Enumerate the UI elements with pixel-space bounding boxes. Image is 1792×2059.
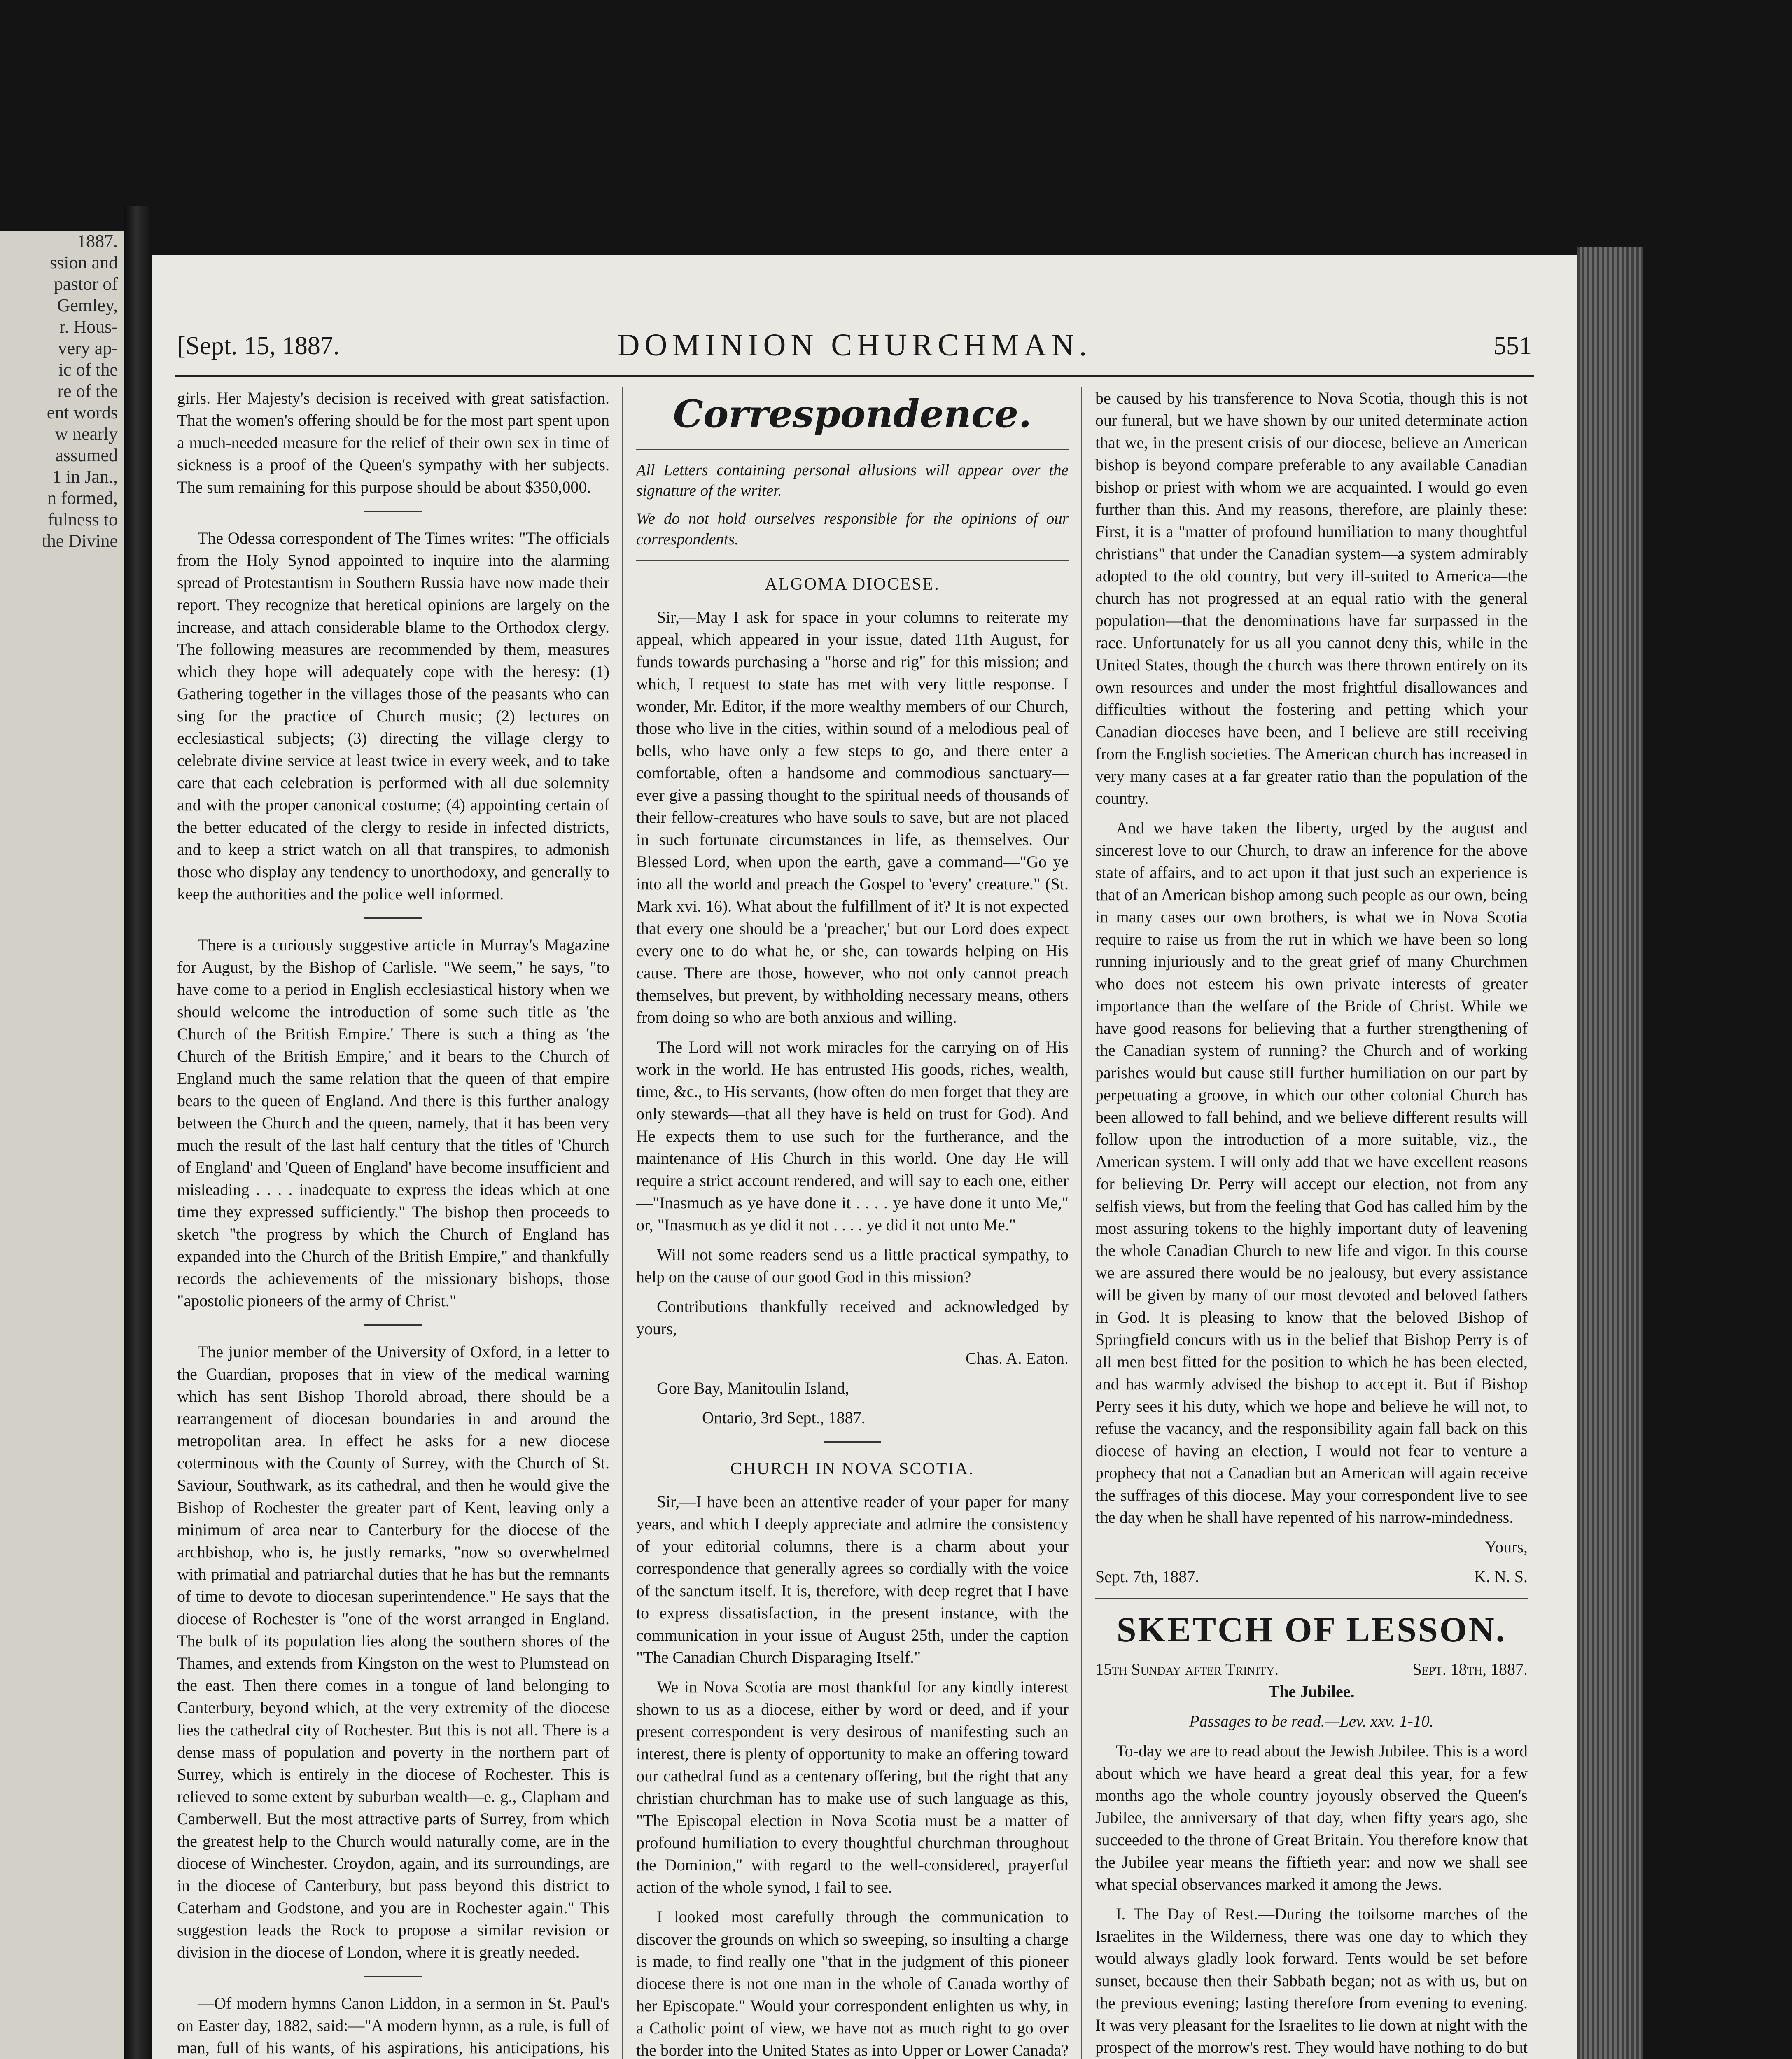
paragraph: Contributions thankfully received and acknowledged by yours, [636, 1297, 1069, 1338]
column-rule [1081, 387, 1082, 2059]
paragraph: be caused by his transference to Nova Scotia, though this is not our funeral, but we have shown by our united determinate action that we, in the present crisis of our diocese, believe an American bishop is beyond compare preferable to any available Canadian bishop or priest with whom we are acquainted. I would go even further than this. And my reasons, therefore, are plainly these: First, it is a "matter of profound humiliation to many thoughtful christians" that under the Canadian system—a system admirably adopted to the old country, but very ill-suited to America—the church has not progressed at an equal ratio with the general population—that the denominations have far surpassed in the race. Unfortunately for us all you cannot deny this, while in the United States, though the church was there thrown entirely on its own resources and under the most frightful disallowances and difficulties without the fostering and petting which your Canadian dioceses have been, and I believe are still receiving from the English societies. The American church has increased in very many cases at a far greater ratio than the population of the country. [1095, 389, 1528, 808]
column-1 [177, 387, 609, 2059]
letter-title: CHURCH IN NOVA SCOTIA. [730, 1459, 975, 1478]
paragraph: There is a curiously suggestive article in Murray's Magazine for August, by the Bishop of Carlisle. "We seem," he says, "to have come to a period in English ecclesiastical history when we should welcome the introduction of some such title as 'the Church of the British Empire.' There is such a thing as 'the Church of the British Empire,' and it bears to the Church of England much the same relation that the queen of that empire bears to the queen of England. And there is this further analogy between the Church and the queen, namely, that it has been very much the result of the last half century that the titles of 'Church of England' and 'Queen of England' have become insufficient and misleading . . . . inadequate to express the ideas which at one time they expressed sufficiently." The bishop then proceeds to sketch "the progress by which the Church of England has expanded into the Church of the British Empire," and thankfully records the achievements of the missionary bishops, those "apostolic pioneers of the army of Christ." [177, 936, 609, 1310]
paragraph: Sir,—I have been an attentive reader of your paper for many years, and which I deeply appreciate and admire the consistency of your editorial columns, there is a charm about your correspondence that generally agrees so cordially with the voice of the sanctum itself. It is, therefore, with deep regret that I have to express dissatisfaction, in the present instance, with the communication in your issue of August 25th, under the caption "The Canadian Church Disparaging Itself." [636, 1492, 1069, 1667]
prev-page-line: ssion and [50, 252, 118, 273]
prev-page-line: assumed [55, 445, 118, 465]
previous-page-edge [0, 231, 124, 2059]
paragraph: —Of modern hymns Canon Liddon, in a sermon in St. Paul's on Easter day, 1882, said:—"A modern hymn, as a rule, is full of man, full of his wants, of his aspirations, his anticipations, his [177, 1994, 609, 2057]
prev-page-line: very ap- [58, 338, 118, 358]
address: Gore Bay, Manitoulin Island, [657, 1379, 849, 1397]
prev-page-line: n formed, [47, 488, 118, 508]
dateline [1095, 1566, 1528, 1588]
paragraph: We in Nova Scotia are most thankful for any kindly interest shown to us as a diocese, either by word or deed, and if your present correspondent is very desirous of manifesting such an interest, there is plenty of opportunity to make an offering toward our cathedral fund as a centenary offering, but the right that any christian churchman has to make use of such language as this, "The Episcopal election in Nova Scotia must be a matter of profound humiliation to every thoughtful churchman throughout the Dominion," with regard to the well-considered, prayerful action of the whole synod, I fail to see. [636, 1678, 1069, 1896]
header-date: [Sept. 15, 1887. [177, 332, 340, 360]
prev-page-line: 1 in Jan., [52, 467, 118, 487]
separator [824, 1441, 881, 1443]
paragraph: The Lord will not work miracles for the carrying on of His work in the world. He has entrusted His goods, riches, wealth, time, &c., to His servants, (how often do men forget that they are only stewards—that all they have is held on trust for God). And He expects them to use such for the furtherance, and the maintenance of His Church in this world. One day He will require a strict account rendered, and will say to each one, either—"Inasmuch as ye have done it . . . . ye have done it unto Me," or, "Inasmuch as ye did it not . . . . ye did it not unto Me." [636, 1038, 1069, 1234]
prev-page-line: Gemley, [57, 295, 118, 315]
separator [364, 511, 422, 512]
correspondence-heading: Correspondence. [673, 392, 1032, 436]
rule [636, 560, 1069, 561]
signature: Yours, [1485, 1538, 1528, 1556]
rule [1095, 1598, 1528, 1599]
paragraph: The Odessa correspondent of The Times writes: "The officials from the Holy Synod appointed to inquire into the alarming spread of Protestantism in Southern Russia have now made their report. They recognize that heretical opinions are largely on the increase, and attach considerable blame to the Orthodox clergy. The following measures are recommended by them, measures which they hope will adequately cope with the heresy: (1) Gathering together in the villages those of the peasants who can sing for the practice of Church music; (2) lectures on ecclesiastical subjects; (3) directing the village clergy to celebrate divine service at least twice in every week, and to take care that each celebration is performed with all due solemnity and with the proper canonical costume; (4) appointing certain of the better educated of the clergy to reside in infected districts, and to keep a strict watch on all that transpires, to admonish those who display any tendency to unorthodoxy, and generally to keep the authorities and the police well informed. [177, 529, 609, 903]
letter-title: ALGOMA DIOCESE. [765, 575, 940, 594]
column-rule [622, 387, 623, 2059]
initials: K. N. S. [1474, 1567, 1528, 1586]
prev-page-line: ent words [47, 402, 118, 423]
lesson-title: SKETCH OF LESSON. [1116, 1610, 1507, 1649]
header-rule [175, 375, 1534, 377]
notice: We do not hold ourselves responsible for the opinions of our correspondents. [636, 510, 1069, 548]
paragraph: girls. Her Majesty's decision is received with great satisfaction. That the women's offering should be for the most part spent upon a much-needed measure for the relief of their own sex in time of sickness is a proof of the Queen's sympathy with her subjects. The sum remaining for this purpose should be about $350,000. [177, 389, 609, 496]
paragraph: To-day we are to read about the Jewish Jubilee. This is a word about which we have heard a great deal this year, for a few months ago the whole country joyously observed the Queen's Jubilee, the anniversary of that day, when fifty years ago, she succeeded to the throne of Great Britain. You therefore know that the Jubilee year means the fiftieth year: and now we shall see what special observances marked it among the Jews. [1095, 1742, 1528, 1893]
running-header [177, 323, 1532, 369]
notice: All Letters containing personal allusions will appear over the signature of the writer. [636, 461, 1069, 500]
lesson-date-line [1095, 1658, 1528, 1681]
paragraph: Will not some readers send us a little practical sympathy, to help on the cause of our good God in this mission? [636, 1245, 1069, 1286]
prev-page-line: the Divine [42, 531, 118, 551]
address: Ontario, 3rd Sept., 1887. [702, 1408, 866, 1427]
page-number: 551 [1493, 332, 1532, 360]
prev-page-line: ic of the [58, 360, 118, 380]
paragraph: The junior member of the University of Oxford, in a letter to the Guardian, proposes that in view of the medical warning which has sent Bishop Thorold abroad, there should be a rearrangement of diocesan boundaries in and around the metropolitan area. In effect he asks for a new diocese coterminous with the County of Surrey, with the Church of St. Saviour, Southwark, as its cathedral, and then he would give the Bishop of Rochester the greater part of Kent, leaving only a minimum of area near to Canterbury for the diocese of the archbishop, who is, he justly remarks, "now so overwhelmed with primatial and patriarchal duties that he has but the remnants of time to devote to diocesan superintendence." He says that the diocese of Rochester is "one of the worst arranged in England. The bulk of its population lies along the southern shores of the Thames, and extends from Kingston on the west to Plumstead on the east. Then there comes in a tongue of land belonging to Canterbury, beyond which, at the very extremity of the diocese lies the cathedral city of Rochester. But this is not all. There is a dense mass of population and poverty in the northern part of Surrey, which is entirely in the diocese of Rochester. This is relieved to some extent by suburban wealth—e. g., Clapham and Camberwell. But the most attractive parts of Surrey, from which the greatest help to the Church would naturally come, are in the diocese of Winchester. Croydon, again, and its surroundings, are in the diocese of Canterbury, but pass beyond this district to Caterham and Godstone, and you are in Rochester again." This suggestion leads the Rock to propose a similar revision or division in the diocese of London, where it is greatly needed. [177, 1342, 609, 1961]
lesson-subject: The Jubilee. [1268, 1682, 1355, 1701]
passages: Passages to be read.—Lev. xxv. 1-10. [1189, 1712, 1434, 1730]
prev-page-line: re of the [57, 381, 118, 401]
separator [364, 1976, 422, 1977]
book-gutter [124, 206, 152, 2059]
prev-page-line: 1887. [77, 231, 118, 251]
sunday-name: 15th Sunday after Trinity. [1095, 1660, 1279, 1678]
paragraph: And we have taken the liberty, urged by the august and sincerest love to our Church, to draw an inference for the above state of affairs, and to act upon it that just such an experience is that of an American bishop among such people as our own, being in many cases our own brothers, is what we in Nova Scotia require to raise us from the rut in which we have been so long running injuriously and to the great grief of many Churchmen who does not esteem his own private interests of greater importance than the welfare of the Bride of Christ. While we have good reasons for believing that a further strengthening of the Canadian system of running? the Church and of working parishes would but cause still further humiliation on our part by perpetuating a groove, in which our other colonial Church has been allowed to fall behind, and we believe different results will follow upon the introduction of a more suitable, viz., the American system. I will only add that we have excellent reasons for believing Dr. Perry will accept our election, not from any selfish views, but from the feeling that God has called him by the most assuring tokens to the highly important duty of leavening the whole Canadian Church to new life and vigor. In this course we are assured there would be no jealousy, but every assistance will be given by many of our most devoted and beloved fathers in God. It is pleasing to know that the beloved Bishop of Springfield concurs with us in the belief that Bishop Perry is of all men best fitted for the position to which he has been elected, and has warmly advised the bishop to accept it. But if Bishop Perry sees it his duty, which we hope and believe he will not, to refuse the vacancy, and the responsibility again fall back on this diocese of having an election, I would not fear to venture a prophecy that not a Canadian but an American will again receive the suffrages of this diocese. May your correspondent live to see the day when he shall have repented of his narrow-mindedness. [1095, 819, 1528, 1527]
separator [364, 1324, 422, 1326]
paragraph: Sir,—May I ask for space in your columns to reiterate my appeal, which appeared in your issue, dated 11th August, for funds towards purchasing a "horse and rig" for this mission; and which, I request to state has met with very little response. I wonder, Mr. Editor, if the more wealthy members of our Church, those who live in the cities, within sound of a melodious peal of bells, who have only a few steps to go, and there enter a comfortable, often a handsome and commodious sanctuary—ever give a passing thought to the spiritual needs of thousands of their fellow-creatures who have souls to save, but are not placed in such fortunate circumstances in life, as themselves. Our Blessed Lord, when upon the earth, gave a command—"Go ye into all the world and preach the Gospel to 'every' creature." (St. Mark xvi. 16). What about the fulfillment of it? It is not expected that every one should be a 'preacher,' but our Lord does expect every one to do what he, or she, can towards helping on His cause. There are those, however, who not only cannot preach themselves, but prevent, by withholding necessary means, others from doing so who are both anxious and willing. [636, 608, 1069, 1027]
rule [636, 449, 1069, 450]
letter-date: Sept. 7th, 1887. [1095, 1567, 1199, 1586]
signature: Chas. A. Eaton. [966, 1349, 1069, 1368]
prev-page-line: w nearly [55, 424, 118, 444]
column-2 [636, 387, 1069, 2059]
column-3 [1095, 387, 1528, 2059]
page-stack-edge [1577, 247, 1643, 2059]
prev-page-line: r. Hous- [59, 317, 118, 337]
sunday-date: Sept. 18th, 1887. [1412, 1660, 1528, 1678]
paragraph: I looked most carefully through the communication to discover the grounds on which so sweeping, so insulting a charge is made, to find really one "that in the judgment of this pioneer diocese there is not one man in the whole of Canada worthy of her Episcopate." Would your correspondent enlighten us why, in a Catholic point of view, we have not as much right to go over the border into the United States as into Upper or Lower Canada? [636, 1907, 1069, 2059]
newspaper-page [152, 255, 1577, 2059]
prev-page-line: pastor of [54, 274, 118, 294]
header-title: DOMINION CHURCHMAN. [617, 328, 1092, 362]
prev-page-line: fulness to [48, 509, 118, 530]
paragraph: I. The Day of Rest.—During the toilsome marches of the Israelites in the Wilderness, there was one day to which they would always gladly look forward. Tents would be set before sunset, because then their Sabbath began; not as with us, but on the previous evening; lasting therefore from evening to evening. It was very pleasant for the Israelites to lie down at night with the prospect of the morrow's rest. They would have nothing to do but [1095, 1905, 1528, 2057]
separator [364, 917, 422, 919]
